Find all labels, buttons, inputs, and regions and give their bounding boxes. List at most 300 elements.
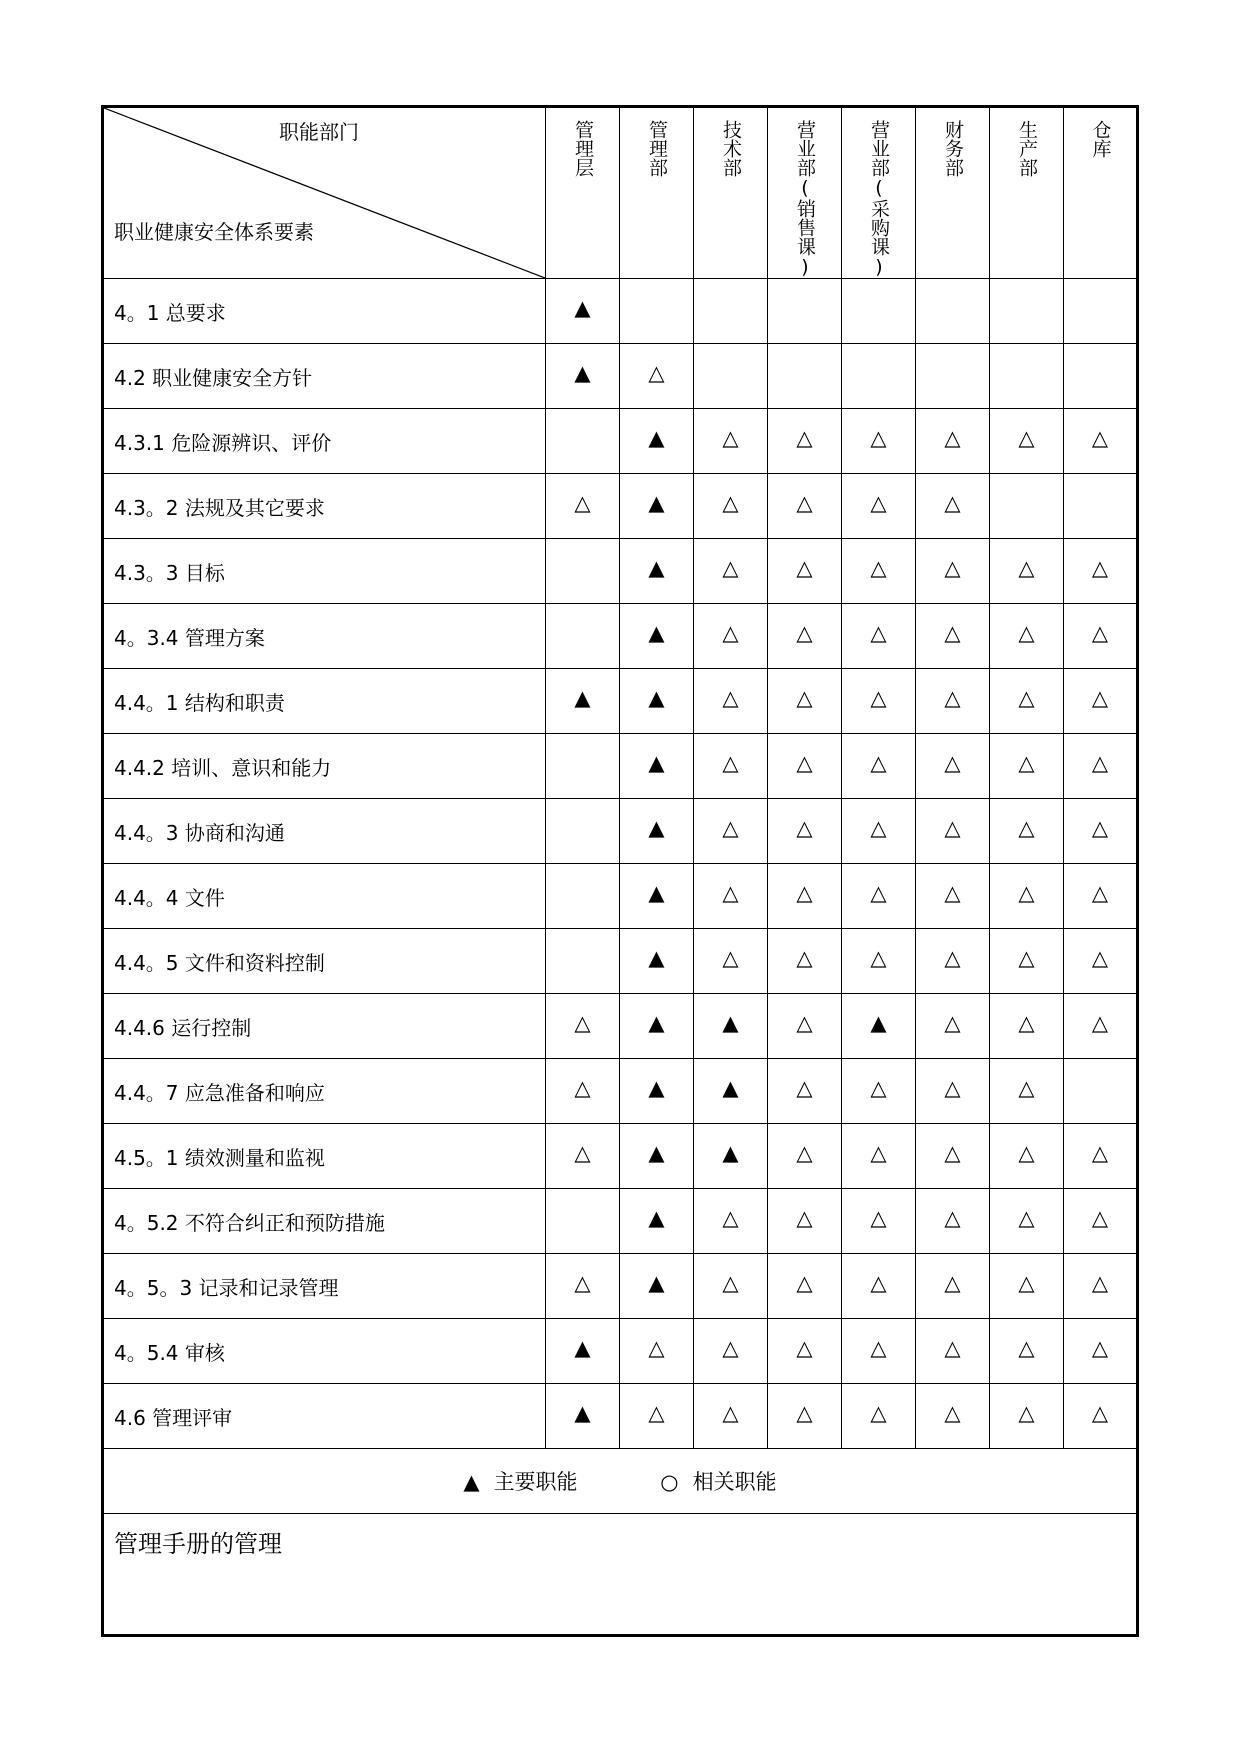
mark-cell	[990, 344, 1064, 409]
mark-cell	[916, 1254, 990, 1319]
mark-cell	[1064, 409, 1138, 474]
dept-header-7	[1064, 107, 1138, 279]
mark-cell	[620, 1189, 694, 1254]
element-label: 4.4。1 结构和职责	[103, 669, 546, 734]
mark-cell	[1064, 474, 1138, 539]
mark-symbol: △	[870, 621, 887, 645]
mark-cell	[620, 929, 694, 994]
mark-symbol: ▲	[574, 1401, 591, 1425]
footer-cell	[103, 1514, 1138, 1636]
mark-cell	[620, 1319, 694, 1384]
mark-symbol: △	[870, 1141, 887, 1165]
mark-symbol: △	[574, 1271, 591, 1295]
mark-cell	[842, 864, 916, 929]
mark-cell	[990, 1254, 1064, 1319]
element-label: 4.3。3 目标	[103, 539, 546, 604]
footer-title: 管理手册的管理	[114, 1530, 282, 1558]
mark-cell	[694, 1254, 768, 1319]
mark-symbol: ▲	[648, 881, 665, 905]
mark-symbol: ▲	[648, 686, 665, 710]
mark-cell	[990, 279, 1064, 344]
element-label: 4.5。1 绩效测量和监视	[103, 1124, 546, 1189]
mark-symbol: △	[722, 1336, 739, 1360]
mark-symbol: ▲	[648, 1141, 665, 1165]
mark-cell	[916, 1189, 990, 1254]
table-row	[103, 734, 1138, 799]
mark-symbol: ▲	[648, 1206, 665, 1230]
mark-symbol: △	[1091, 946, 1109, 970]
mark-symbol: △	[1091, 1336, 1109, 1360]
mark-symbol: △	[944, 1271, 961, 1295]
mark-cell	[694, 604, 768, 669]
mark-symbol: △	[796, 946, 813, 970]
mark-cell	[546, 1124, 620, 1189]
mark-cell	[842, 799, 916, 864]
mark-cell	[546, 734, 620, 799]
mark-symbol: △	[1018, 1011, 1035, 1035]
table-row	[103, 279, 1138, 344]
mark-cell	[694, 929, 768, 994]
element-label: 4.4.6 运行控制	[103, 994, 546, 1059]
mark-cell	[1064, 734, 1138, 799]
mark-cell	[546, 864, 620, 929]
mark-symbol: ▲	[722, 1141, 739, 1165]
mark-cell	[768, 344, 842, 409]
mark-cell	[990, 929, 1064, 994]
element-label: 4.3。2 法规及其它要求	[103, 474, 546, 539]
mark-cell	[546, 994, 620, 1059]
mark-symbol: △	[722, 751, 739, 775]
mark-cell	[990, 1319, 1064, 1384]
mark-cell	[842, 1189, 916, 1254]
mark-symbol: △	[1091, 751, 1109, 775]
mark-symbol: △	[870, 686, 887, 710]
mark-symbol: △	[944, 686, 961, 710]
mark-cell	[694, 734, 768, 799]
mark-symbol: △	[574, 1076, 591, 1100]
mark-cell	[694, 1319, 768, 1384]
mark-symbol: △	[870, 881, 887, 905]
table-row	[103, 929, 1138, 994]
table-row	[103, 669, 1138, 734]
mark-symbol: ▲	[648, 621, 665, 645]
mark-cell	[916, 539, 990, 604]
mark-cell	[916, 864, 990, 929]
mark-symbol: ▲	[648, 946, 665, 970]
mark-symbol: △	[1091, 556, 1109, 580]
mark-cell	[916, 669, 990, 734]
mark-cell	[546, 409, 620, 474]
mark-symbol: △	[722, 1271, 739, 1295]
mark-cell	[768, 1189, 842, 1254]
mark-symbol: ▲	[648, 1011, 665, 1035]
mark-symbol: △	[722, 686, 739, 710]
mark-cell	[842, 344, 916, 409]
mark-cell	[842, 1059, 916, 1124]
dept-name: 生产部	[1016, 120, 1038, 177]
mark-symbol: △	[796, 751, 813, 775]
mark-cell	[842, 474, 916, 539]
mark-cell	[916, 929, 990, 994]
mark-symbol: △	[870, 751, 887, 775]
mark-cell	[1064, 669, 1138, 734]
element-label: 4。5。3 记录和记录管理	[103, 1254, 546, 1319]
mark-cell	[990, 864, 1064, 929]
mark-symbol: △	[1018, 1336, 1035, 1360]
mark-cell	[694, 409, 768, 474]
mark-cell	[990, 734, 1064, 799]
dept-name: 营业部(采购课)	[868, 120, 890, 278]
element-label: 4.3.1 危险源辨识、评价	[103, 409, 546, 474]
mark-symbol: ▲	[648, 1076, 665, 1100]
mark-symbol: △	[722, 1206, 739, 1230]
mark-cell	[842, 929, 916, 994]
dept-name: 财务部	[942, 120, 964, 177]
mark-symbol: △	[796, 491, 813, 515]
mark-symbol: △	[870, 426, 887, 450]
mark-symbol: ▲	[648, 556, 665, 580]
table-row	[103, 474, 1138, 539]
mark-cell	[546, 604, 620, 669]
mark-symbol: △	[1091, 1141, 1109, 1165]
dept-header-4	[842, 107, 916, 279]
mark-symbol: △	[796, 1011, 813, 1035]
mark-symbol: △	[722, 946, 739, 970]
mark-symbol: △	[796, 1401, 813, 1425]
mark-cell	[694, 669, 768, 734]
element-label: 4。5.4 审核	[103, 1319, 546, 1384]
mark-cell	[1064, 1059, 1138, 1124]
mark-cell	[620, 279, 694, 344]
table-row	[103, 344, 1138, 409]
mark-cell	[768, 929, 842, 994]
mark-cell	[990, 604, 1064, 669]
mark-symbol: ▲	[722, 1011, 739, 1035]
mark-cell	[546, 1059, 620, 1124]
mark-cell	[990, 1189, 1064, 1254]
mark-cell	[546, 1319, 620, 1384]
mark-cell	[694, 864, 768, 929]
mark-symbol: △	[944, 1011, 961, 1035]
mark-symbol: ▲	[722, 1076, 739, 1100]
mark-symbol: △	[722, 426, 739, 450]
mark-cell	[842, 409, 916, 474]
mark-symbol: ▲	[574, 296, 591, 320]
element-label: 4。1 总要求	[103, 279, 546, 344]
mark-symbol: △	[796, 1336, 813, 1360]
mark-cell	[768, 1124, 842, 1189]
mark-cell	[768, 799, 842, 864]
element-label: 4.2 职业健康安全方针	[103, 344, 546, 409]
mark-symbol: △	[796, 426, 813, 450]
mark-symbol: △	[1091, 1206, 1109, 1230]
mark-symbol: △	[648, 361, 665, 385]
mark-cell	[694, 344, 768, 409]
mark-symbol: △	[722, 556, 739, 580]
legend-primary	[463, 1466, 577, 1496]
mark-cell	[694, 1124, 768, 1189]
mark-symbol: △	[1018, 1206, 1035, 1230]
mark-cell	[1064, 1124, 1138, 1189]
element-label: 4.4。5 文件和资料控制	[103, 929, 546, 994]
mark-symbol: ▲	[648, 751, 665, 775]
mark-cell	[620, 864, 694, 929]
mark-symbol: △	[944, 556, 961, 580]
mark-symbol: △	[944, 816, 961, 840]
mark-symbol: △	[1018, 1271, 1035, 1295]
element-label: 4。5.2 不符合纠正和预防措施	[103, 1189, 546, 1254]
mark-cell	[990, 1059, 1064, 1124]
mark-cell	[694, 799, 768, 864]
mark-cell	[546, 344, 620, 409]
mark-cell	[916, 279, 990, 344]
mark-symbol: ▲	[648, 816, 665, 840]
dept-header-5	[916, 107, 990, 279]
mark-cell	[842, 994, 916, 1059]
mark-cell	[1064, 994, 1138, 1059]
mark-symbol: △	[1091, 1401, 1109, 1425]
legend-related-label: 相关职能	[692, 1470, 777, 1494]
mark-symbol: △	[944, 751, 961, 775]
mark-cell	[990, 669, 1064, 734]
mark-symbol: △	[648, 1336, 665, 1360]
legend-row	[103, 1449, 1138, 1514]
mark-cell	[916, 1059, 990, 1124]
corner-cell	[103, 107, 546, 279]
table-row	[103, 1254, 1138, 1319]
mark-symbol: △	[1018, 946, 1035, 970]
dept-name: 管理层	[572, 120, 594, 177]
mark-cell	[842, 539, 916, 604]
legend-primary-label: 主要职能	[493, 1470, 578, 1494]
mark-cell	[990, 799, 1064, 864]
responsibility-matrix	[101, 105, 1139, 1637]
mark-symbol: △	[870, 1336, 887, 1360]
mark-cell	[916, 799, 990, 864]
mark-cell	[916, 734, 990, 799]
mark-cell	[1064, 799, 1138, 864]
dept-header-3	[768, 107, 842, 279]
mark-symbol: △	[870, 1206, 887, 1230]
element-label: 4.6 管理评审	[103, 1384, 546, 1449]
mark-symbol: △	[796, 1141, 813, 1165]
legend-cell	[103, 1449, 1138, 1514]
mark-symbol: ▲	[648, 491, 665, 515]
mark-cell	[694, 994, 768, 1059]
mark-symbol: △	[1018, 1401, 1035, 1425]
dept-name: 管理部	[646, 120, 668, 177]
mark-symbol: ▲	[648, 426, 665, 450]
mark-cell	[842, 1319, 916, 1384]
table-row	[103, 1189, 1138, 1254]
mark-cell	[1064, 1384, 1138, 1449]
mark-cell	[768, 279, 842, 344]
mark-symbol: △	[722, 881, 739, 905]
mark-cell	[1064, 929, 1138, 994]
mark-cell	[916, 1319, 990, 1384]
mark-cell	[768, 409, 842, 474]
mark-symbol: △	[1018, 1141, 1035, 1165]
mark-symbol: △	[870, 491, 887, 515]
mark-symbol: △	[944, 881, 961, 905]
mark-cell	[842, 1254, 916, 1319]
mark-cell	[620, 1384, 694, 1449]
mark-symbol: △	[944, 1401, 961, 1425]
mark-cell	[620, 669, 694, 734]
mark-cell	[620, 409, 694, 474]
mark-symbol: △	[796, 816, 813, 840]
mark-cell	[1064, 864, 1138, 929]
mark-cell	[768, 1384, 842, 1449]
table-row	[103, 1124, 1138, 1189]
mark-cell	[620, 734, 694, 799]
mark-symbol: △	[1018, 426, 1035, 450]
department-axis-label: 职能部门	[279, 120, 359, 144]
legend-related	[660, 1466, 776, 1496]
dept-name: 营业部(销售课)	[794, 120, 816, 278]
mark-cell	[768, 474, 842, 539]
mark-cell	[1064, 539, 1138, 604]
mark-symbol: △	[1018, 556, 1035, 580]
mark-symbol: △	[722, 491, 739, 515]
mark-symbol: △	[722, 816, 739, 840]
mark-symbol: ▲	[574, 361, 591, 385]
mark-symbol: ▲	[648, 1271, 665, 1295]
mark-cell	[990, 994, 1064, 1059]
mark-cell	[694, 474, 768, 539]
table-row	[103, 1384, 1138, 1449]
mark-symbol: △	[796, 556, 813, 580]
mark-cell	[990, 539, 1064, 604]
dept-header-1	[620, 107, 694, 279]
mark-cell	[546, 1189, 620, 1254]
mark-symbol: △	[1091, 1011, 1109, 1035]
dept-name: 技术部	[720, 120, 742, 177]
table-row	[103, 604, 1138, 669]
dept-header-6	[990, 107, 1064, 279]
mark-cell	[768, 1319, 842, 1384]
mark-cell	[916, 1124, 990, 1189]
mark-cell	[842, 734, 916, 799]
mark-cell	[916, 1384, 990, 1449]
mark-cell	[620, 994, 694, 1059]
footer-row	[103, 1514, 1138, 1636]
mark-cell	[1064, 279, 1138, 344]
mark-symbol: △	[944, 621, 961, 645]
mark-symbol: △	[944, 1076, 961, 1100]
mark-cell	[768, 994, 842, 1059]
mark-symbol: △	[1018, 881, 1035, 905]
mark-symbol: △	[722, 1401, 739, 1425]
mark-cell	[546, 474, 620, 539]
mark-cell	[842, 1384, 916, 1449]
mark-cell	[842, 279, 916, 344]
dept-name: 仓库	[1089, 120, 1112, 158]
mark-cell	[768, 1059, 842, 1124]
mark-cell	[620, 1124, 694, 1189]
mark-symbol: △	[722, 621, 739, 645]
element-label: 4.4.2 培训、意识和能力	[103, 734, 546, 799]
mark-symbol: △	[1018, 816, 1035, 840]
mark-cell	[620, 1059, 694, 1124]
mark-symbol: △	[1018, 1076, 1035, 1100]
element-label: 4.4。3 协商和沟通	[103, 799, 546, 864]
mark-symbol: △	[796, 1206, 813, 1230]
mark-cell	[768, 539, 842, 604]
mark-symbol: △	[870, 1401, 887, 1425]
mark-symbol: △	[574, 1141, 591, 1165]
mark-cell	[546, 1254, 620, 1319]
mark-cell	[768, 864, 842, 929]
mark-symbol: △	[944, 1141, 961, 1165]
mark-symbol: △	[1091, 426, 1109, 450]
element-label: 4。3.4 管理方案	[103, 604, 546, 669]
mark-symbol: △	[796, 621, 813, 645]
dept-header-2	[694, 107, 768, 279]
filled-triangle-icon: ▲	[463, 1470, 480, 1494]
mark-symbol: △	[870, 946, 887, 970]
mark-symbol: △	[870, 556, 887, 580]
circle-icon: ○	[660, 1470, 679, 1494]
mark-symbol: △	[944, 1336, 961, 1360]
table-row	[103, 539, 1138, 604]
mark-cell	[1064, 604, 1138, 669]
mark-symbol: △	[1091, 1271, 1109, 1295]
table-row	[103, 409, 1138, 474]
mark-cell	[546, 1384, 620, 1449]
mark-cell	[1064, 1189, 1138, 1254]
mark-cell	[842, 1124, 916, 1189]
mark-cell	[990, 409, 1064, 474]
mark-cell	[694, 1189, 768, 1254]
mark-cell	[916, 409, 990, 474]
mark-cell	[1064, 1319, 1138, 1384]
element-axis-label: 职业健康安全体系要素	[114, 220, 314, 244]
table-row	[103, 1319, 1138, 1384]
mark-cell	[768, 734, 842, 799]
mark-cell	[620, 1254, 694, 1319]
mark-symbol: △	[648, 1401, 665, 1425]
mark-cell	[768, 604, 842, 669]
mark-symbol: △	[944, 491, 961, 515]
mark-cell	[842, 669, 916, 734]
mark-cell	[546, 929, 620, 994]
mark-symbol: △	[1018, 686, 1035, 710]
table-row	[103, 1059, 1138, 1124]
mark-symbol: △	[1018, 621, 1035, 645]
dept-header-0	[546, 107, 620, 279]
mark-cell	[694, 1059, 768, 1124]
table-row	[103, 799, 1138, 864]
mark-cell	[990, 1384, 1064, 1449]
mark-symbol: ▲	[870, 1011, 887, 1035]
mark-symbol: △	[796, 1271, 813, 1295]
mark-symbol: △	[870, 1271, 887, 1295]
mark-symbol: ▲	[574, 1336, 591, 1360]
element-label: 4.4。7 应急准备和响应	[103, 1059, 546, 1124]
mark-cell	[546, 799, 620, 864]
mark-cell	[546, 669, 620, 734]
table-row	[103, 994, 1138, 1059]
mark-symbol: △	[1091, 621, 1109, 645]
table-row	[103, 864, 1138, 929]
mark-cell	[1064, 1254, 1138, 1319]
mark-symbol: △	[944, 946, 961, 970]
mark-symbol: △	[574, 491, 591, 515]
mark-symbol: △	[1091, 881, 1109, 905]
mark-cell	[694, 1384, 768, 1449]
mark-symbol: △	[1018, 751, 1035, 775]
